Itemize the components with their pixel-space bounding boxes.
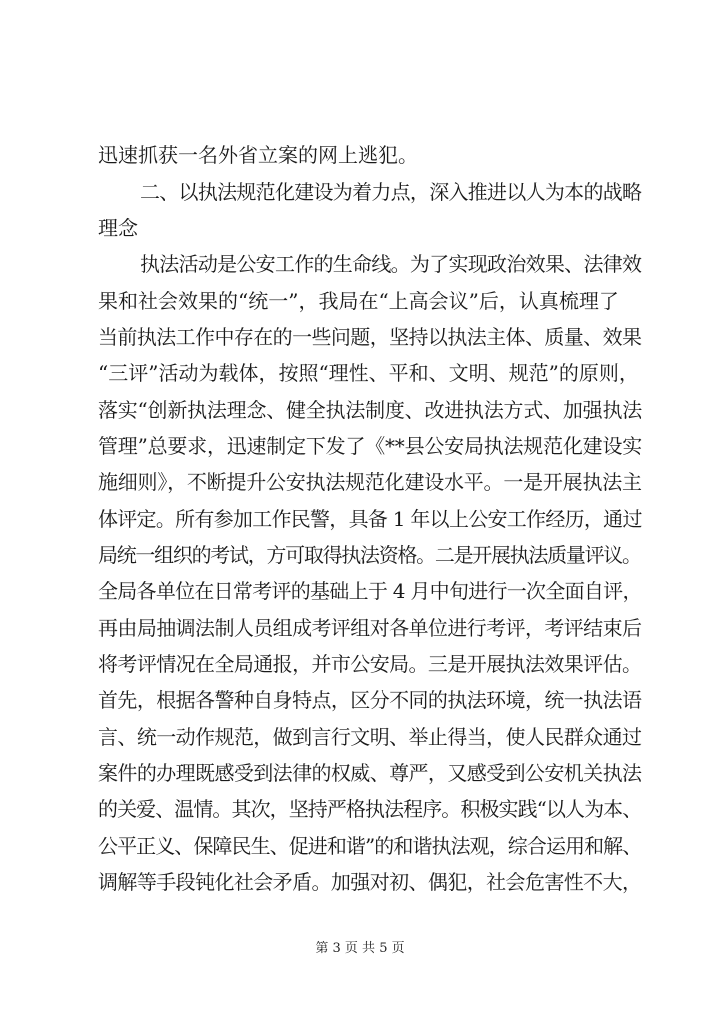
paragraph-line-10: 全局各单位在日常考评的基础上于 4 月中旬进行一次全面自评， — [98, 579, 642, 603]
paragraph-line-17: 公平正义、保障民生、促进和谐”的和谐执法观，综合运用和解、 — [98, 834, 642, 858]
paragraph-line-5: 落实“创新执法理念、健全执法制度、改进执法方式、加强执法 — [98, 398, 643, 422]
paragraph-line-16: 的关爱、温情。其次，坚持严格执法程序。积极实践“以人为本、 — [98, 797, 642, 821]
paragraph-line-9: 局统一组织的考试，方可取得执法资格。二是开展执法质量评议。 — [98, 543, 641, 567]
paragraph-line-4: “三评”活动为载体，按照“理性、平和、文明、规范”的原则， — [98, 361, 639, 385]
paragraph-line-14: 言、统一动作规范，做到言行文明、举止得当，使人民群众通过 — [98, 725, 642, 749]
paragraph-line-2: 果和社会效果的“统一”，我局在“上高会议”后，认真梳理了 — [98, 289, 619, 313]
section-heading-line-1: 二、以执法规范化建设为着力点，深入推进以人为本的战略 — [140, 180, 642, 204]
paragraph-line-1: 执法活动是公安工作的生命线。为了实现政治效果、法律效 — [140, 252, 642, 276]
paragraph-line-12: 将考评情况在全局通报，并市公安局。三是开展执法效果评估。 — [98, 652, 642, 676]
paragraph-line-15: 案件的办理既感受到法律的权威、尊严，又感受到公安机关执法 — [98, 761, 642, 785]
paragraph-line-7: 施细则》，不断提升公安执法规范化建设水平。一是开展执法主 — [98, 470, 642, 494]
paragraph-line-13: 首先，根据各警种自身特点，区分不同的执法环境，统一执法语 — [98, 688, 642, 712]
paragraph-line-8: 体评定。所有参加工作民警，具备 1 年以上公安工作经历，通过 — [98, 507, 642, 531]
paragraph-line-6: 管理”总要求，迅速制定下发了《**县公安局执法规范化建设实 — [98, 434, 643, 458]
paragraph-line-18: 调解等手段钝化社会矛盾。加强对初、偶犯，社会危害性不大， — [98, 870, 642, 894]
paragraph-line-3: 当前执法工作中存在的一些问题，坚持以执法主体、质量、效果 — [98, 325, 642, 349]
section-heading-line-2: 理念 — [98, 216, 138, 240]
paragraph-line-11: 再由局抽调法制人员组成考评组对各单位进行考评，考评结束后 — [98, 616, 642, 640]
text-line-1: 迅速抓获一名外省立案的网上逃犯。 — [98, 143, 418, 167]
page-number-footer: 第 3 页 共 5 页 — [315, 941, 405, 956]
